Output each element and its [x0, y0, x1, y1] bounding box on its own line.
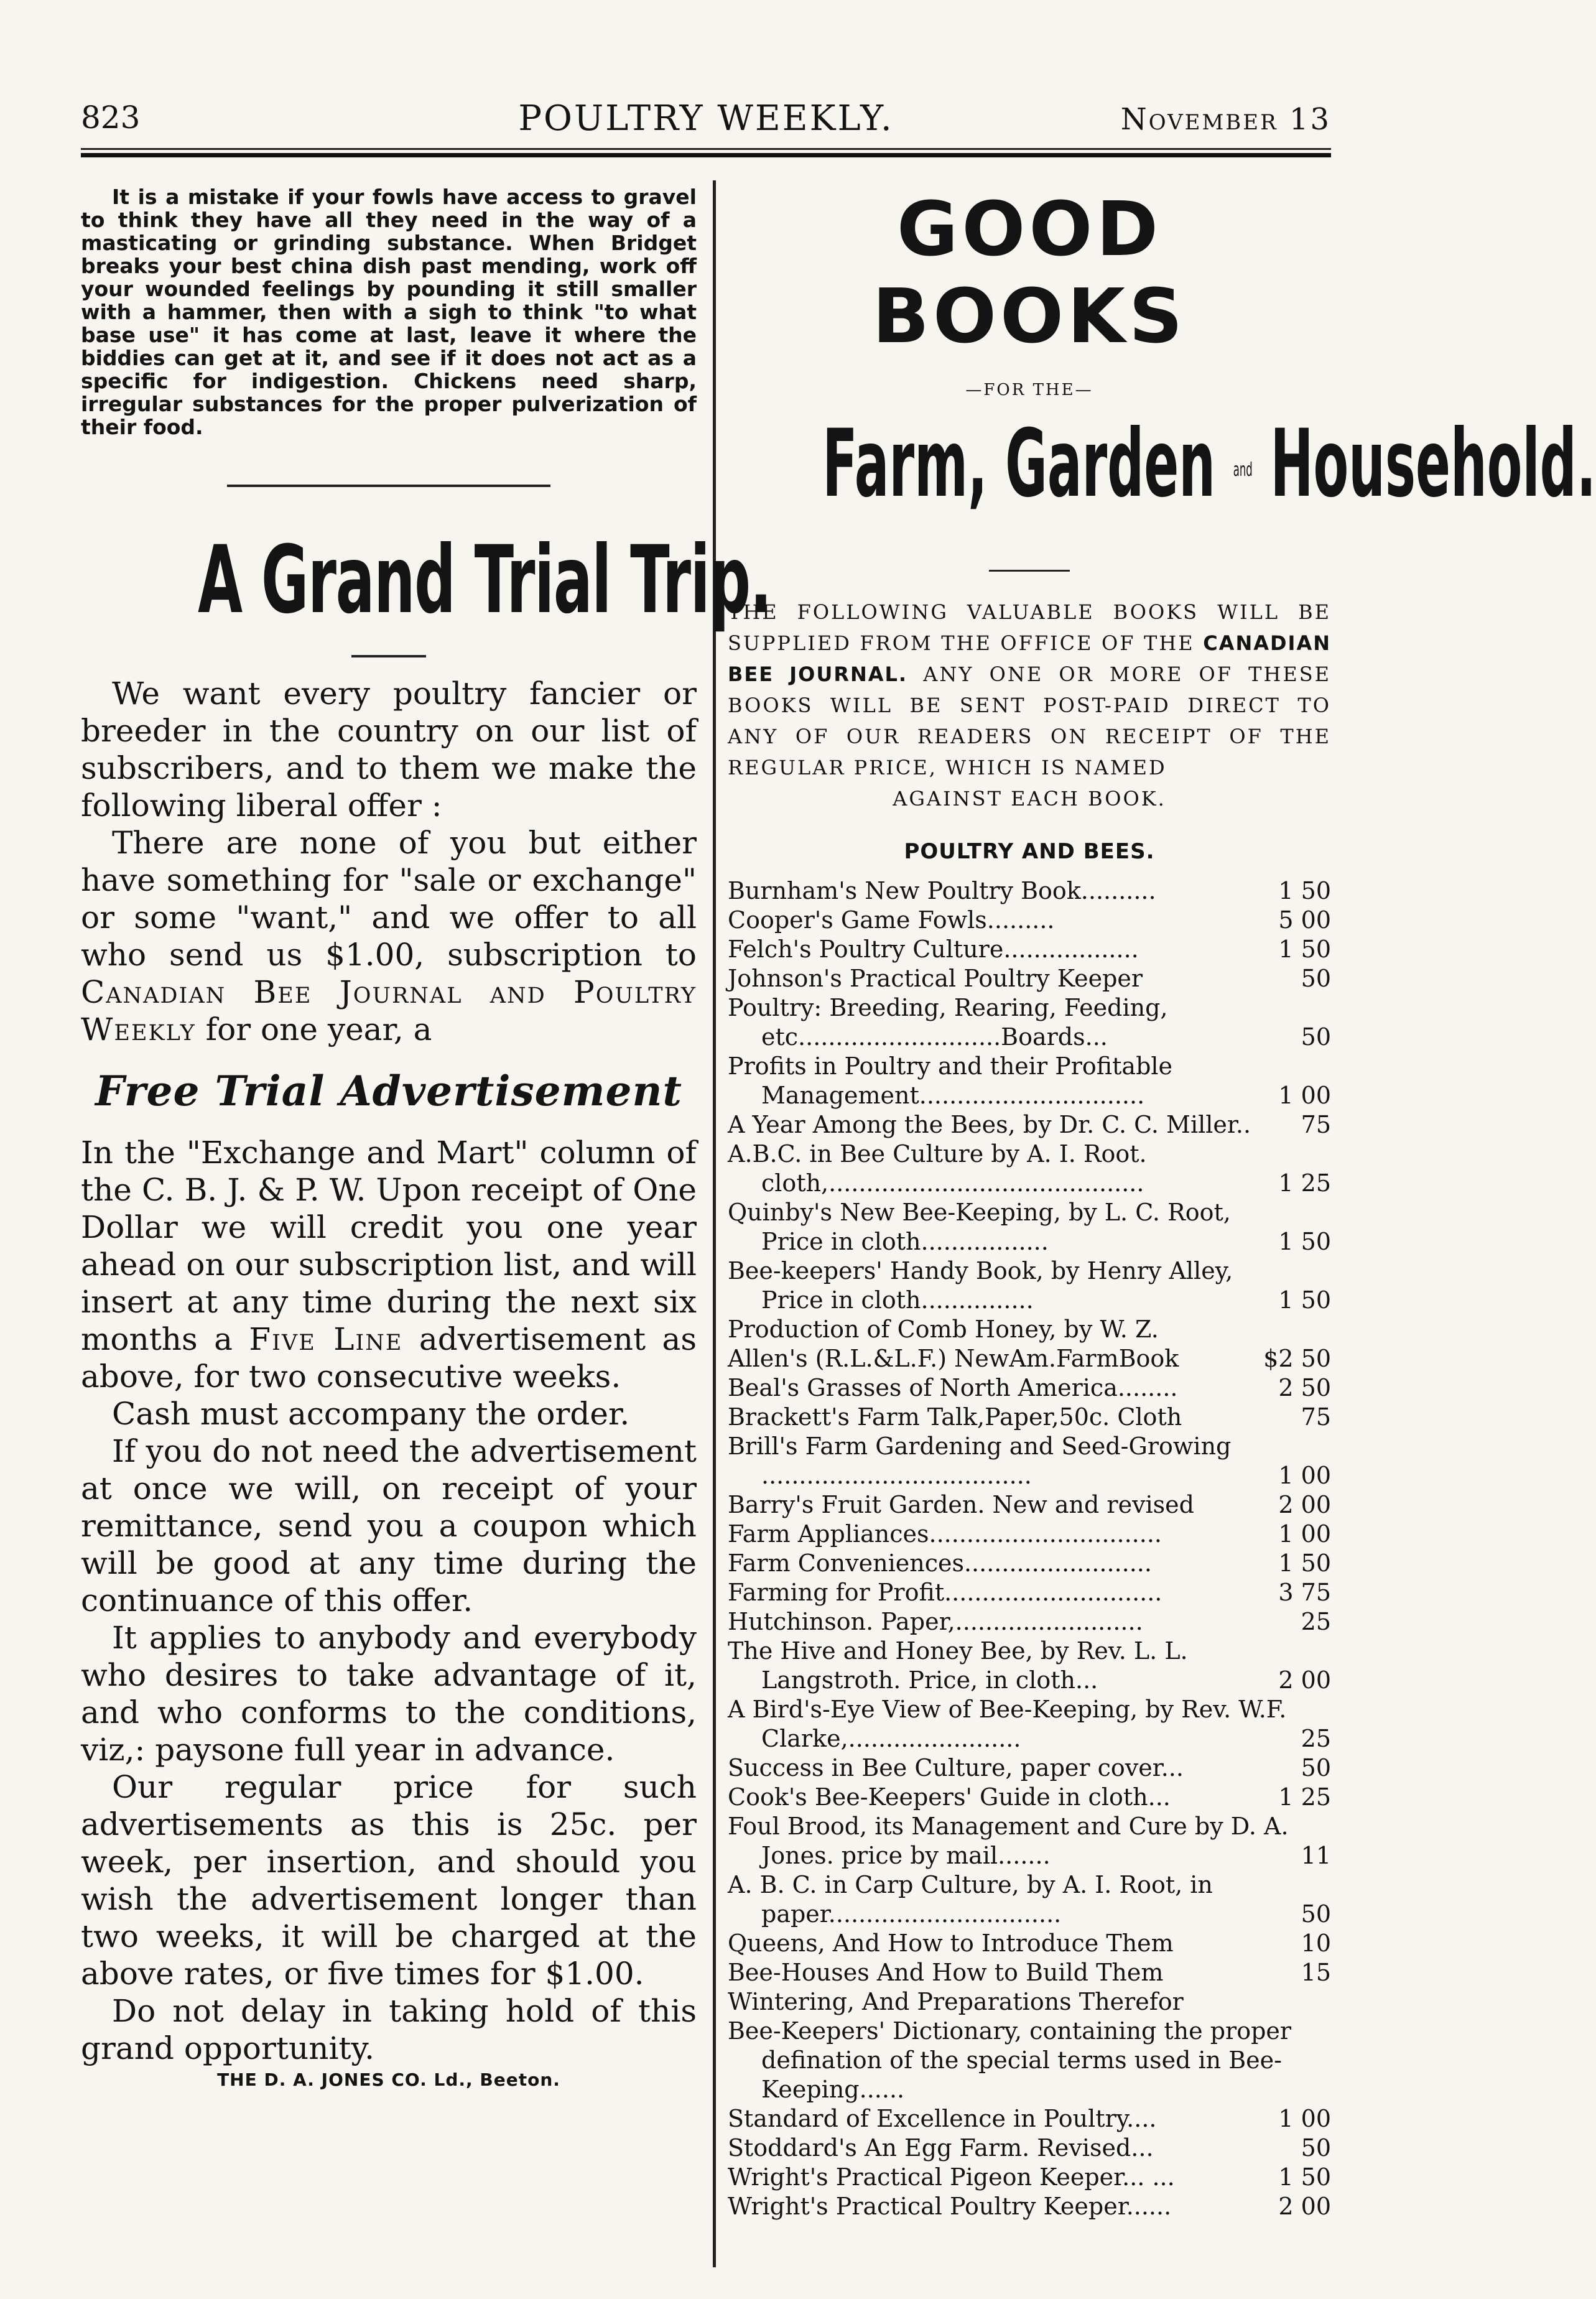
separator-rule: [227, 485, 550, 487]
offer-paragraph-3-end: advertisement as above, for two consecutive weeks.: [81, 1321, 697, 1395]
book-price: 1 25: [1278, 1169, 1331, 1197]
book-price: 1 50: [1278, 1286, 1331, 1314]
book-title: Farming for Profit.............................: [728, 1578, 1162, 1606]
book-price: 25: [1301, 1607, 1331, 1635]
books-notice: [728, 597, 1331, 814]
subhead-rule: [989, 570, 1070, 572]
offer-paragraph-1: We want every poultry fancier or breeder in the country on our list of subscribers, and to them we make the following liberal offer :: [81, 676, 697, 824]
book-row: [728, 1695, 1331, 1753]
free-trial-advertisement-heading: Free Trial Advertisement: [95, 1067, 682, 1115]
book-title: The Hive and Honey Bee, by Rev. L. L. Langstroth. Price, in cloth...: [728, 1637, 1188, 1694]
gravel-article: It is a mistake if your fowls have access to gravel to think they have all they need in the way of a masticating or grinding substance. When Bridget breaks your best china dish past mending, work off your wounded feelings by pounding it still smaller with a hammer, then with a sigh to think "to what base use" it has come at last, leave it where the biddies can get at it, and see if it does not act as a specific for indigestion. Chickens need sharp, irregular substances for the proper pulverization of their food.: [81, 185, 697, 439]
offer-paragraph-4: Cash must accompany the order.: [112, 1396, 630, 1432]
book-price: 50: [1301, 964, 1331, 992]
book-price: 5 00: [1278, 906, 1331, 934]
notice-text-1: THE FOLLOWING VALUABLE BOOKS WILL BE SUPPLIED FROM THE OFFICE OF THE: [728, 600, 1331, 655]
book-row: [728, 1753, 1331, 1783]
good-books-headline: GOOD BOOKS: [872, 187, 1187, 360]
book-row: [728, 2134, 1331, 2163]
book-price: 1 00: [1278, 1081, 1331, 1109]
book-row: [728, 1110, 1331, 1140]
book-row: [728, 1987, 1331, 2017]
book-title: Beal's Grasses of North America........: [728, 1373, 1178, 1401]
book-title: Bee-keepers' Handy Book, by Henry Alley, Price in cloth...............: [728, 1256, 1233, 1314]
poultry-and-bees-title: POULTRY AND BEES.: [904, 838, 1155, 864]
book-row: [728, 2192, 1331, 2221]
book-price: 1 00: [1278, 1461, 1331, 1489]
book-row: [728, 906, 1331, 935]
offer-paragraph-7: Our regular price for such advertisements as this is 25c. per week, per insertion, and should you wish the advertisement longer than two weeks, it will be charged at the above rates, or five times for $1.00.: [81, 1769, 697, 1992]
running-header: [81, 93, 1331, 143]
book-price: 1 50: [1278, 876, 1331, 904]
book-row: [728, 2163, 1331, 2192]
book-price: $2 50: [1263, 1344, 1331, 1372]
book-row: [728, 1432, 1331, 1490]
book-price: 2 00: [1278, 1490, 1331, 1518]
header-rule-thin: [81, 148, 1331, 150]
offer-paragraph-6: It applies to anybody and everybody who desires to take advantage of it, and who conforms to the conditions, viz,: paysone full year in advance.: [81, 1620, 697, 1768]
book-row: [728, 1958, 1331, 1987]
book-title: Brill's Farm Gardening and Seed-Growing ....................................: [728, 1432, 1232, 1489]
book-title: Felch's Poultry Culture..................: [728, 935, 1139, 963]
book-price: 15: [1301, 1958, 1331, 1986]
offer-paragraph-2-text: There are none of you but either have something for "sale or exchange" or some "want," and we offer to all who send us $1.00, subscription to: [81, 825, 697, 973]
notice-last-line: AGAINST EACH BOOK.: [893, 786, 1166, 810]
offer-paragraph-8: Do not delay in taking hold of this grand opportunity.: [81, 1993, 697, 2066]
book-price: 25: [1301, 1724, 1331, 1752]
book-row: [728, 1812, 1331, 1870]
book-price: 50: [1301, 1753, 1331, 1781]
book-title: Success in Bee Culture, paper cover...: [728, 1753, 1184, 1781]
book-title: Wintering, And Preparations Therefor: [728, 1987, 1184, 2015]
book-row: [728, 876, 1331, 906]
book-row: [728, 1607, 1331, 1637]
book-price: 3 75: [1278, 1578, 1331, 1606]
header-rule-thick: [81, 153, 1331, 157]
book-price: 50: [1301, 1023, 1331, 1051]
book-title: Brackett's Farm Talk,Paper,50c. Cloth: [728, 1403, 1182, 1431]
book-title: Cooper's Game Fowls.........: [728, 906, 1055, 934]
book-row: [728, 1490, 1331, 1520]
book-price: 2 50: [1278, 1373, 1331, 1401]
offer-paragraph-3: [81, 1134, 697, 1395]
book-title: Burnham's New Poultry Book..........: [728, 876, 1156, 904]
book-title: Allen's (R.L.&L.F.) NewAm.FarmBook: [728, 1344, 1179, 1372]
book-row: [728, 1140, 1331, 1198]
book-row: [728, 1373, 1331, 1403]
book-title: Bee-Keepers' Dictionary, containing the proper defination of the special terms used in Bee-Keeping......: [728, 2017, 1292, 2103]
headline-rule: [351, 655, 426, 657]
book-price: 1 50: [1278, 1227, 1331, 1255]
book-price: 50: [1301, 1900, 1331, 1928]
book-price: 11: [1301, 1841, 1331, 1869]
book-price: 1 50: [1278, 935, 1331, 963]
offer-paragraph-2-end: for one year, a: [195, 1011, 432, 1047]
book-title: A. B. C. in Carp Culture, by A. I. Root, in paper...............................: [728, 1870, 1213, 1928]
book-price: 1 00: [1278, 2104, 1331, 2132]
farm-garden-text: Farm, Garden: [822, 410, 1215, 518]
book-price: 1 50: [1278, 2163, 1331, 2191]
issue-date: November 13: [1120, 102, 1331, 137]
book-price: 1 50: [1278, 1549, 1331, 1577]
book-row: [728, 1578, 1331, 1607]
book-title: Wright's Practical Pigeon Keeper... ...: [728, 2163, 1175, 2191]
five-line-text: Five Line: [249, 1321, 403, 1357]
book-title: A Year Among the Bees, by Dr. C. C. Miller..: [728, 1110, 1251, 1138]
book-title: Johnson's Practical Poultry Keeper: [728, 964, 1143, 992]
column-divider: [713, 180, 716, 2267]
book-title: A.B.C. in Bee Culture by A. I. Root. cloth,..........................................: [728, 1140, 1147, 1197]
page-number: 823: [81, 100, 141, 136]
journal-title: POULTRY WEEKLY.: [518, 98, 894, 139]
book-title: Queens, And How to Introduce Them: [728, 1929, 1174, 1957]
publisher-imprint: THE D. A. JONES CO. Ld., Beeton.: [217, 2069, 560, 2090]
book-row: [728, 993, 1331, 1052]
book-price: 2 00: [1278, 2192, 1331, 2220]
book-row: [728, 1052, 1331, 1110]
book-price: 75: [1301, 1403, 1331, 1431]
book-row: [728, 1520, 1331, 1549]
book-row: [728, 1870, 1331, 1929]
book-row: [728, 935, 1331, 964]
offer-paragraph-2: [81, 824, 697, 1048]
book-title: Barry's Fruit Garden. New and revised: [728, 1490, 1194, 1518]
book-price-list: [728, 876, 1331, 2221]
book-row: [728, 2104, 1331, 2134]
for-the-line: —FOR THE—: [965, 381, 1093, 399]
book-price: 50: [1301, 2134, 1331, 2162]
notice-text-2: ANY ONE OR MORE OF THESE BOOKS WILL BE SENT POST-PAID DIRECT TO ANY OF OUR READERS ON RECEIPT OF THE REGULAR PRICE, WHICH IS NAMED: [728, 662, 1332, 779]
book-title: Cook's Bee-Keepers' Guide in cloth...: [728, 1783, 1171, 1811]
notice-journal-name: CANADIAN BEE JOURNAL.: [728, 631, 1331, 686]
book-title: Foul Brood, its Management and Cure by D. A. Jones. price by mail.......: [728, 1812, 1289, 1869]
book-row: [728, 1256, 1331, 1315]
book-title: Poultry: Breeding, Rearing, Feeding, etc...........................Boards...: [728, 993, 1168, 1051]
book-row: [728, 2017, 1331, 2104]
offer-paragraph-5: If you do not need the advertisement at once we will, on receipt of your remittance, send you a coupon which will be good at any time during the continuance of this offer.: [81, 1433, 697, 1619]
book-price: 75: [1301, 1110, 1331, 1138]
left-column: [81, 180, 771, 2090]
book-title: Farm Conveniences.........................: [728, 1549, 1152, 1577]
book-price: 1 00: [1278, 1520, 1331, 1548]
book-title: Standard of Excellence in Poultry....: [728, 2104, 1157, 2132]
book-title: Farm Appliances...............................: [728, 1520, 1162, 1548]
book-row: [728, 1315, 1331, 1344]
journal-name: Canadian Bee Journal and Poultry Weekly: [81, 974, 697, 1047]
and-mark: and: [1233, 458, 1253, 481]
book-title: Bee-Houses And How to Build Them: [728, 1958, 1164, 1986]
book-price: 10: [1301, 1929, 1331, 1957]
book-row: [728, 1783, 1331, 1812]
grand-trial-trip-headline: A Grand Trial Trip.: [198, 526, 771, 634]
book-title: Quinby's New Bee-Keeping, by L. C. Root, Price in cloth.................: [728, 1198, 1231, 1255]
book-row: [728, 1637, 1331, 1695]
book-row: [728, 1403, 1331, 1432]
book-row: [728, 1549, 1331, 1578]
book-row: [728, 1929, 1331, 1958]
household-text: Household.: [1270, 410, 1596, 518]
offer-paragraph-3-text: In the "Exchange and Mart" column of the C. B. J. & P. W. Upon receipt of One Dollar we will credit you one year ahead on our subscription list, and will insert at any time during the next six months a: [81, 1135, 697, 1357]
book-title: Stoddard's An Egg Farm. Revised...: [728, 2134, 1154, 2162]
book-row: [728, 1344, 1331, 1373]
book-price: 1 25: [1278, 1783, 1331, 1811]
book-title: Hutchinson. Paper,.........................: [728, 1607, 1143, 1635]
book-title: Profits in Poultry and their Profitable Management..............................: [728, 1052, 1173, 1109]
book-title: A Bird's-Eye View of Bee-Keeping, by Rev. W.F. Clarke,.......................: [728, 1695, 1287, 1752]
right-column: [728, 180, 1596, 2221]
farm-garden-household-headline: [822, 408, 1596, 526]
book-row: [728, 964, 1331, 993]
book-price: 2 00: [1278, 1666, 1331, 1694]
book-row: [728, 1198, 1331, 1256]
book-title: Wright's Practical Poultry Keeper......: [728, 2192, 1172, 2220]
book-title: Production of Comb Honey, by W. Z.: [728, 1315, 1159, 1343]
